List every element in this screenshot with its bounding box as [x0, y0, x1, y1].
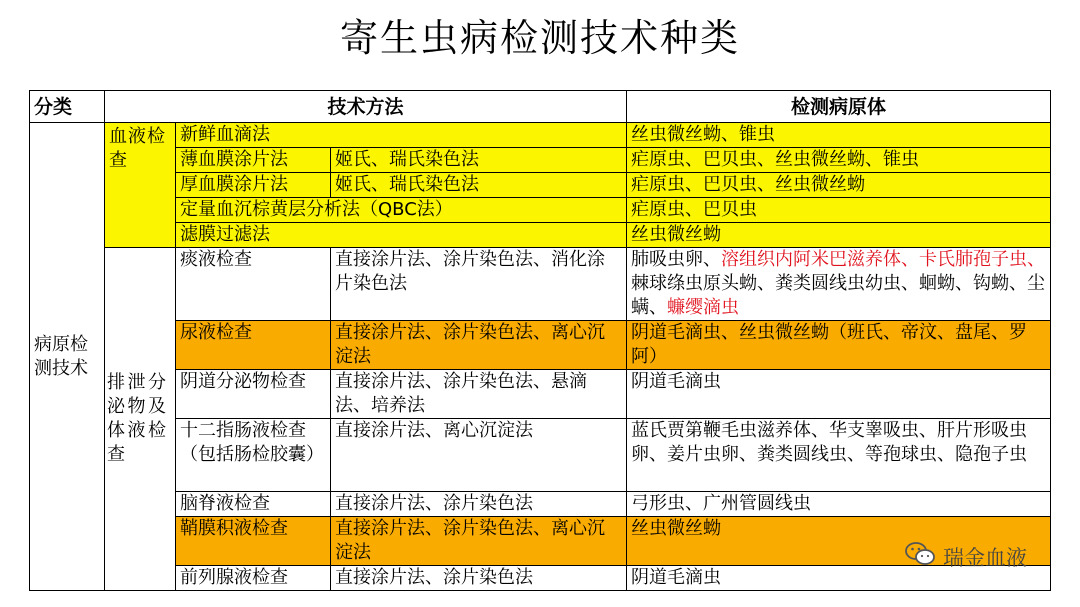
table-row: [30, 198, 1051, 223]
table-row: [30, 123, 1051, 148]
table-row: [30, 321, 1051, 370]
watermark: [905, 541, 1027, 572]
pathogen-text-highlight: 蠊缨滴虫: [667, 297, 740, 318]
table-row: [30, 248, 1051, 321]
wechat-icon: [905, 541, 943, 572]
method-cell: 定量血沉棕黄层分析法（QBC法）: [176, 198, 627, 223]
pathogen-text: 肺吸虫卵、: [631, 249, 722, 270]
table-row: [30, 148, 1051, 173]
table-row: [30, 517, 1051, 566]
method-cell: 新鲜血滴法: [176, 123, 627, 148]
table-row: [30, 223, 1051, 248]
pathogen-cell: 丝虫微丝蚴: [627, 517, 1051, 566]
pathogen-cell: 疟原虫、巴贝虫、丝虫微丝蚴: [627, 173, 1051, 198]
method-cell: 直接涂片法、涂片染色法、离心沉淀法: [331, 517, 627, 566]
pathogen-cell: 丝虫微丝蚴: [627, 223, 1051, 248]
pathogen-cell: 丝虫微丝蚴、锥虫: [627, 123, 1051, 148]
table-row: [30, 566, 1051, 591]
table-row: [30, 173, 1051, 198]
method-cell: 薄血膜涂片法: [176, 148, 331, 173]
method-cell: 直接涂片法、涂片染色法、离心沉淀法: [331, 321, 627, 370]
stain-cell: 姬氏、瑞氏染色法: [331, 148, 627, 173]
header-row: [30, 91, 1051, 123]
sample-cell: 阴道分泌物检查: [176, 370, 331, 419]
sample-cell: 鞘膜积液检查: [176, 517, 331, 566]
pathogen-cell: 阴道毛滴虫、丝虫微丝蚴（班氏、帝汶、盘尾、罗阿）: [627, 321, 1051, 370]
method-cell: 直接涂片法、涂片染色法、悬滴法、培养法: [331, 370, 627, 419]
pathogen-cell: 蓝氏贾第鞭毛虫滋养体、华支睾吸虫、肝片形吸虫卵、姜片虫卵、粪类圆线虫、等孢球虫、隐孢子虫: [627, 419, 1051, 492]
excretion-category-label: 排泄分泌物及体液检查: [107, 372, 167, 465]
table-row: [30, 370, 1051, 419]
method-cell: 滤膜过滤法: [176, 223, 627, 248]
method-cell: 直接涂片法、涂片染色法、消化涂片染色法: [331, 248, 627, 321]
method-cell: 直接涂片法、涂片染色法: [331, 566, 627, 591]
page-title: 寄生虫病检测技术种类: [339, 16, 740, 60]
pathogen-cell: 疟原虫、巴贝虫: [627, 198, 1051, 223]
sample-cell: 十二指肠液检查（包括肠检胶囊）: [176, 419, 331, 492]
header-method: 技术方法: [105, 91, 627, 123]
pathogen-cell: 疟原虫、巴贝虫、丝虫微丝蚴、锥虫: [627, 148, 1051, 173]
method-cell: 直接涂片法、涂片染色法: [331, 492, 627, 517]
pathogen-text: 棘球绦虫原头蚴、粪类圆线虫幼虫、蛔蚴、钩蚴、尘螨、: [631, 273, 1046, 318]
table-row: [30, 419, 1051, 492]
stain-cell: 姬氏、瑞氏染色法: [331, 173, 627, 198]
pathogen-cell: 阴道毛滴虫: [627, 370, 1051, 419]
detection-methods-table: [29, 90, 1051, 591]
watermark-text: 瑞金血液: [943, 545, 1027, 570]
pathogen-cell: [627, 248, 1051, 321]
method-cell: 厚血膜涂片法: [176, 173, 331, 198]
outer-category-cell: [30, 123, 105, 591]
blood-category-cell: [105, 123, 176, 248]
pathogen-text-highlight: 溶组织内阿米巴滋养体、卡氏肺孢子虫、: [721, 249, 1046, 270]
blood-category-label: 血液检查: [109, 126, 166, 171]
excretion-category-cell: [105, 248, 176, 591]
sample-cell: 尿液检查: [176, 321, 331, 370]
outer-category-label: 病原检测技术: [34, 333, 88, 379]
table-row: [30, 492, 1051, 517]
header-category: 分类: [30, 91, 105, 123]
sample-cell: 脑脊液检查: [176, 492, 331, 517]
sample-cell: 痰液检查: [176, 248, 331, 321]
pathogen-cell: 阴道毛滴虫: [627, 566, 1051, 591]
method-cell: 直接涂片法、离心沉淀法: [331, 419, 627, 492]
sample-cell: 前列腺液检查: [176, 566, 331, 591]
pathogen-cell: 弓形虫、广州管圆线虫: [627, 492, 1051, 517]
header-pathogen: 检测病原体: [627, 91, 1051, 123]
